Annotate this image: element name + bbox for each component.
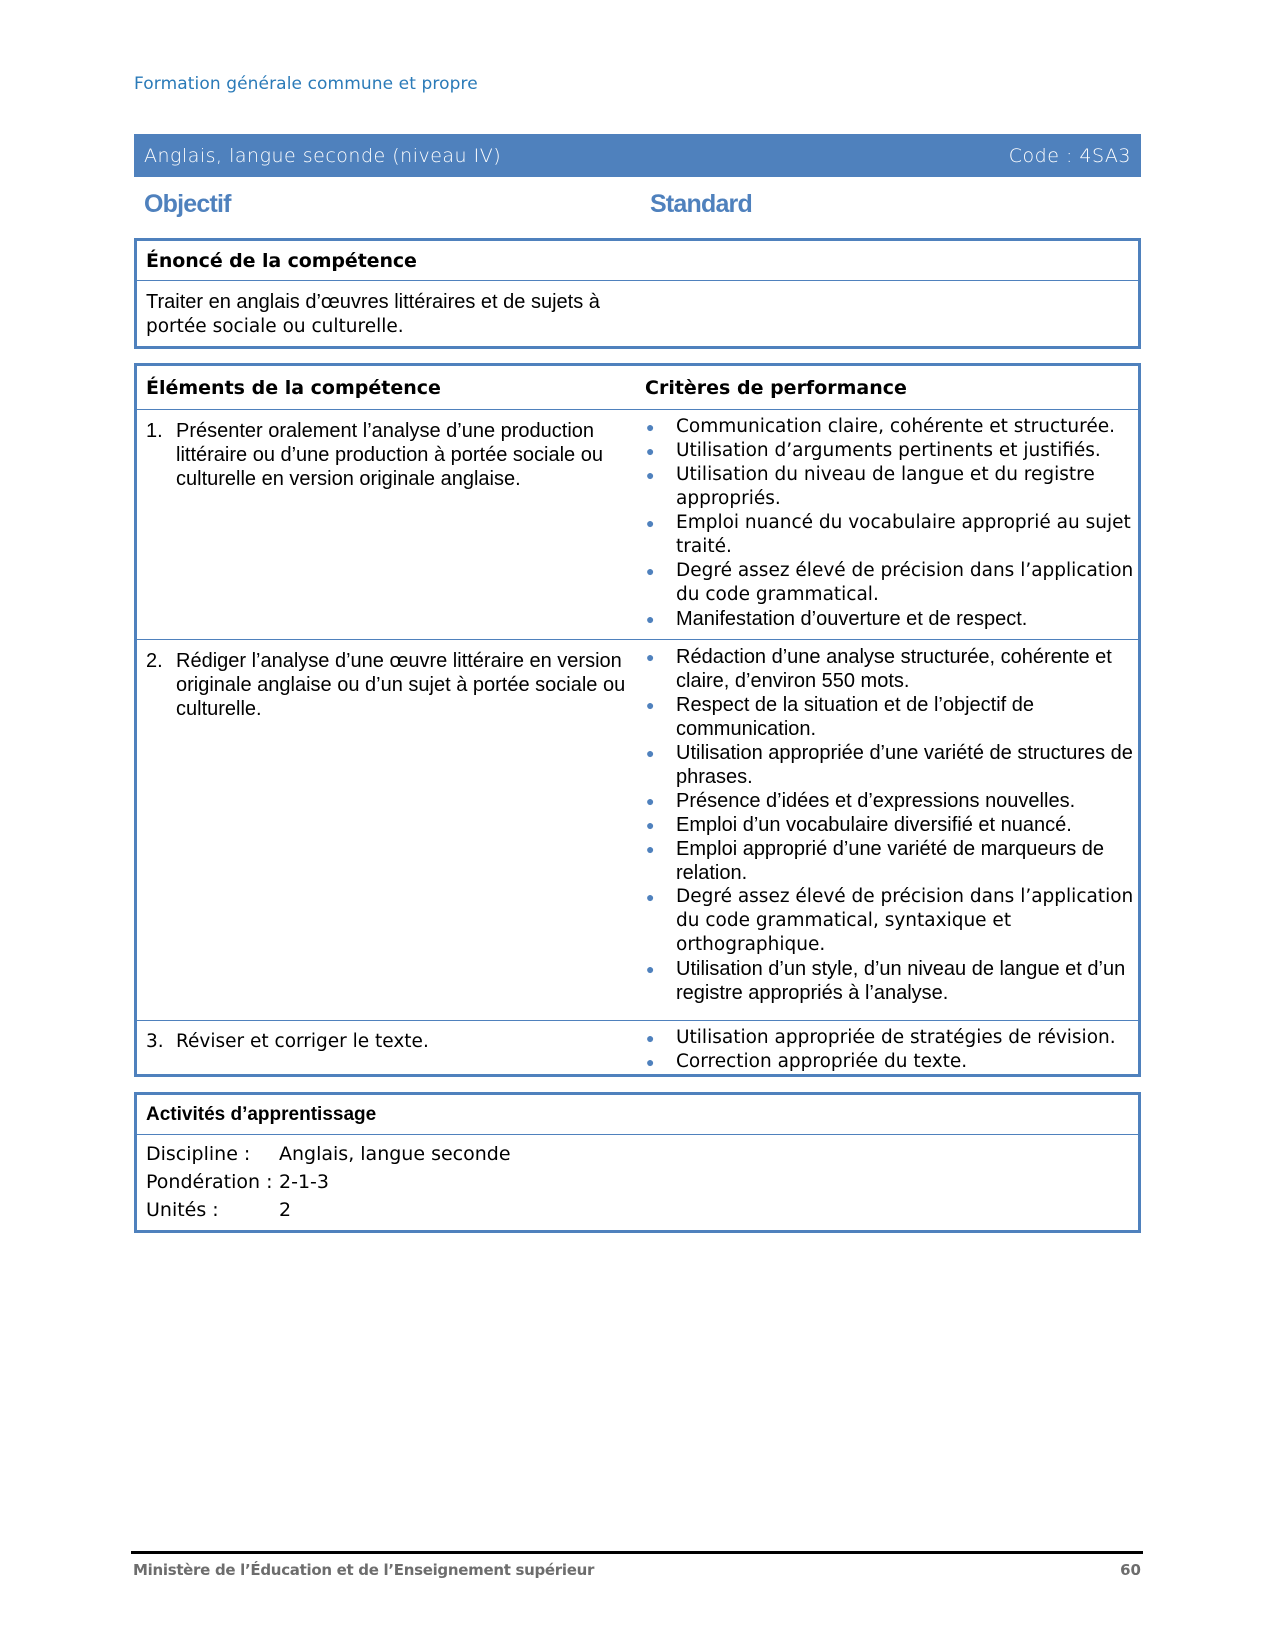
element-cell [137, 1021, 637, 1077]
criterion-text: Respect de la situation et de l’objectif de communication. [676, 694, 1034, 740]
element-text: Présenter oralement l’analyse d’une production littéraire ou d’une production à portée sociale ou culturelle en version originale anglaise. [176, 420, 603, 490]
criterion-item [645, 741, 1138, 789]
criterion-item [645, 837, 1138, 885]
criterion-text: Utilisation appropriée de stratégies de révision. [676, 1027, 1116, 1048]
criterion-text: Utilisation d’arguments pertinents et justifiés. [676, 440, 1101, 461]
criterion-item [645, 415, 1138, 439]
elements-table-header [137, 366, 1138, 410]
activities-box [134, 1092, 1141, 1233]
elements-column-header: Éléments de la compétence [146, 376, 441, 399]
table-row [137, 1021, 1138, 1077]
section-headings [134, 190, 1141, 230]
course-code: Code : 4SA3 [1008, 144, 1131, 167]
elements-table [134, 363, 1141, 1077]
course-title-bar [134, 134, 1141, 177]
activity-row-ponderation [146, 1168, 1129, 1196]
criterion-text: Manifestation d’ouverture et de respect. [676, 608, 1028, 630]
criterion-text: Degré assez élevé de précision dans l’application du code grammatical, syntaxique et orthographique. [676, 886, 1134, 955]
criterion-item [645, 789, 1138, 813]
criterion-item [645, 511, 1138, 559]
bullet-dot-icon: ● [646, 817, 655, 833]
criterion-text: Rédaction d’une analyse structurée, cohérente et claire, d’environ 550 mots. [676, 646, 1112, 692]
criteria-cell [637, 640, 1138, 1020]
activities-title: Activités d’apprentissage [137, 1095, 1138, 1135]
element-number: 2. [146, 650, 163, 672]
criterion-item [645, 1026, 1138, 1050]
bullet-dot-icon: ● [646, 467, 655, 483]
criterion-item [645, 607, 1138, 631]
course-title: Anglais, langue seconde (niveau IV) [144, 144, 502, 167]
criterion-text: Présence d’idées et d’expressions nouvelles. [676, 790, 1076, 812]
footer-divider [131, 1551, 1143, 1554]
criterion-item [645, 693, 1138, 741]
table-row [137, 640, 1138, 1021]
bullet-dot-icon: ● [646, 889, 655, 905]
activity-label: Unités : [146, 1199, 219, 1221]
bullet-dot-icon: ● [646, 563, 655, 579]
criterion-item [645, 1050, 1138, 1074]
bullet-dot-icon: ● [646, 515, 655, 531]
criterion-text: Emploi approprié d’une variété de marqueurs de relation. [676, 838, 1105, 884]
enonce-line-1: Traiter en anglais d’œuvres littéraires et de sujets à [146, 291, 600, 313]
activity-label: Discipline : [146, 1143, 251, 1165]
element-text: Réviser et corriger le texte. [176, 1031, 429, 1052]
table-row [137, 410, 1138, 640]
criterion-item [645, 559, 1138, 607]
enonce-content [137, 281, 635, 348]
running-head: Formation générale commune et propre [134, 74, 478, 94]
bullet-dot-icon: ● [646, 841, 655, 857]
element-number: 1. [146, 420, 163, 442]
objectif-heading: Objectif [144, 190, 231, 218]
criterion-item [645, 439, 1138, 463]
bullet-dot-icon: ● [646, 611, 655, 627]
criterion-item [645, 463, 1138, 511]
criterion-text: Utilisation du niveau de langue et du registre appropriés. [676, 464, 1095, 509]
footer-publisher: Ministère de l’Éducation et de l’Enseignement supérieur [133, 1561, 595, 1579]
activity-value: 2-1-3 [279, 1171, 329, 1193]
activities-list [137, 1135, 1138, 1229]
criterion-text: Utilisation d’un style, d’un niveau de langue et d’un registre appropriés à l’analyse. [676, 958, 1126, 1004]
criterion-item [645, 813, 1138, 837]
criterion-item [645, 957, 1138, 1005]
activity-value: Anglais, langue seconde [279, 1143, 511, 1165]
enonce-box [134, 238, 1141, 349]
activity-label: Pondération : [146, 1171, 273, 1193]
bullet-dot-icon: ● [646, 745, 655, 761]
bullet-dot-icon: ● [646, 443, 655, 459]
criterion-text: Correction appropriée du texte. [676, 1051, 968, 1072]
activity-value: 2 [279, 1199, 292, 1221]
criterion-item [645, 885, 1138, 957]
criteria-column-header: Critères de performance [645, 376, 907, 399]
bullet-dot-icon: ● [646, 793, 655, 809]
criterion-text: Emploi d’un vocabulaire diversifié et nuancé. [676, 814, 1072, 836]
criterion-text: Utilisation appropriée d’une variété de structures de phrases. [676, 742, 1133, 788]
activity-row-discipline [146, 1140, 1129, 1168]
bullet-dot-icon: ● [646, 419, 655, 435]
bullet-dot-icon: ● [646, 1054, 655, 1070]
criteria-cell [637, 1021, 1138, 1077]
criterion-text: Emploi nuancé du vocabulaire approprié au sujet traité. [676, 512, 1131, 557]
bullet-dot-icon: ● [646, 1030, 655, 1046]
criteria-cell [637, 410, 1138, 639]
bullet-dot-icon: ● [646, 649, 655, 665]
element-cell [137, 640, 637, 1020]
activity-row-unites [146, 1196, 1129, 1224]
element-cell [137, 410, 637, 639]
page-number: 60 [1120, 1561, 1141, 1579]
criterion-text: Degré assez élevé de précision dans l’application du code grammatical. [676, 560, 1134, 605]
bullet-dot-icon: ● [646, 961, 655, 977]
enonce-line-2: portée sociale ou culturelle. [146, 316, 404, 337]
criterion-text: Communication claire, cohérente et structurée. [676, 416, 1115, 437]
enonce-title: Énoncé de la compétence [137, 241, 1138, 281]
element-number: 3. [146, 1031, 164, 1052]
standard-heading: Standard [650, 190, 752, 218]
criterion-item [645, 645, 1138, 693]
bullet-dot-icon: ● [646, 697, 655, 713]
element-text: Rédiger l’analyse d’une œuvre littéraire en version originale anglaise ou d’un sujet à portée sociale ou culturelle. [176, 650, 626, 720]
